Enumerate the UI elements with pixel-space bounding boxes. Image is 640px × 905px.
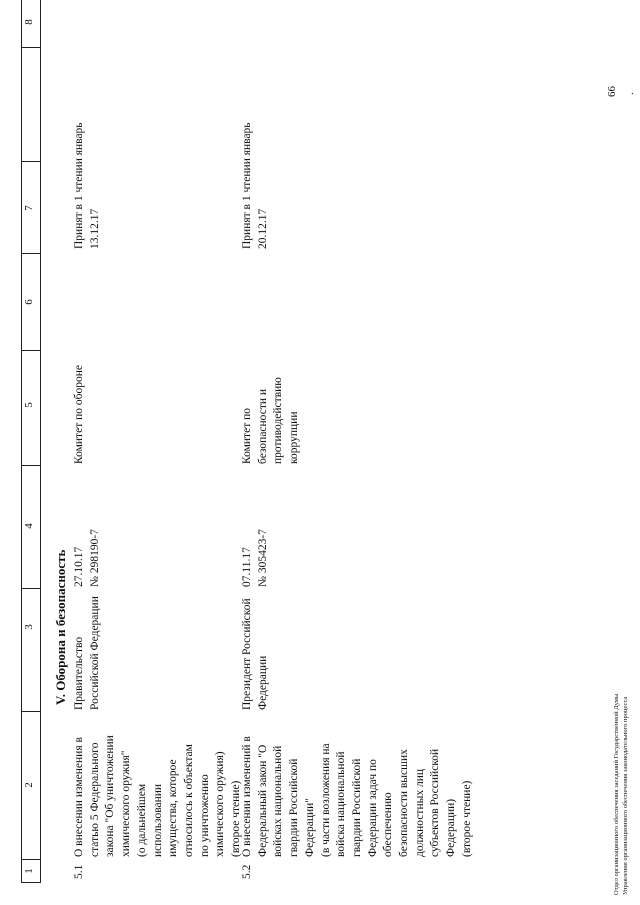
row-5-2-date-number: 07.11.17 № 305423-7 [241,529,269,587]
row-5-2-status: Принят в 1 чтении январь 20.12.17 [241,122,269,249]
header-divider-2 [21,711,40,712]
header-divider-5 [21,350,40,351]
header-col-4: 4 [23,523,35,529]
row-5-1-number: 5.1 [73,864,85,879]
row-5-2-author: Президент Российской Федерации [241,598,269,710]
header-divider-4 [21,465,40,466]
header-left-border [21,882,40,883]
row-5-2-number: 5.2 [241,864,253,879]
header-col-3: 3 [23,624,35,630]
header-col-7: 7 [23,205,35,211]
header-top-border [21,0,22,883]
header-divider-6 [21,253,40,254]
row-5-1-description: О внесении изменения в статью 5 Федерального закона "Об уничтожении химического оружия" (о дальнейшем использовании имущества, которое относилось к объектам по уничтожению химического оружия) (второе чтение) [73,735,243,857]
header-col-8: 8 [23,19,35,25]
footer-line-2: Управления организационного обеспечения законодательного процесса [622,696,629,895]
header-col-1: 1 [23,868,35,874]
header-divider-3 [21,588,40,589]
header-divider-8 [21,47,40,48]
page-number: 66 [606,86,618,97]
row-5-1-committee: Комитет по обороне [73,365,85,464]
header-col-6: 6 [23,299,35,305]
row-5-1-status: Принят в 1 чтении январь 13.12.17 [73,122,101,249]
header-col-5: 5 [23,402,35,408]
page-dot: . [624,92,636,95]
row-5-1-author: Правительство Российской Федерации [73,596,101,710]
section-title: V. Оборона и безопасность [53,549,68,705]
row-5-2-committee: Комитет по безопасности и противодействию коррупции [241,377,301,464]
header-bottom-border [40,0,41,883]
footer-line-1: Отдел организационного обеспечения заседаний Государственной Думы [613,693,620,895]
header-col-2: 2 [23,782,35,788]
row-5-2-description: О внесении изменений в Федеральный закон "О войсках национальной гвардии Российской Федерации" (в части возложения на войска национальной гвардии Российской Федерации задач по обеспечению безопасности высших должностных лиц субъектов Российской Федерации) (второе чтение) [241,736,473,857]
header-divider-7 [21,161,40,162]
header-divider-1 [21,859,40,860]
row-5-1-date-number: 27.10.17 № 298190-7 [73,529,101,587]
